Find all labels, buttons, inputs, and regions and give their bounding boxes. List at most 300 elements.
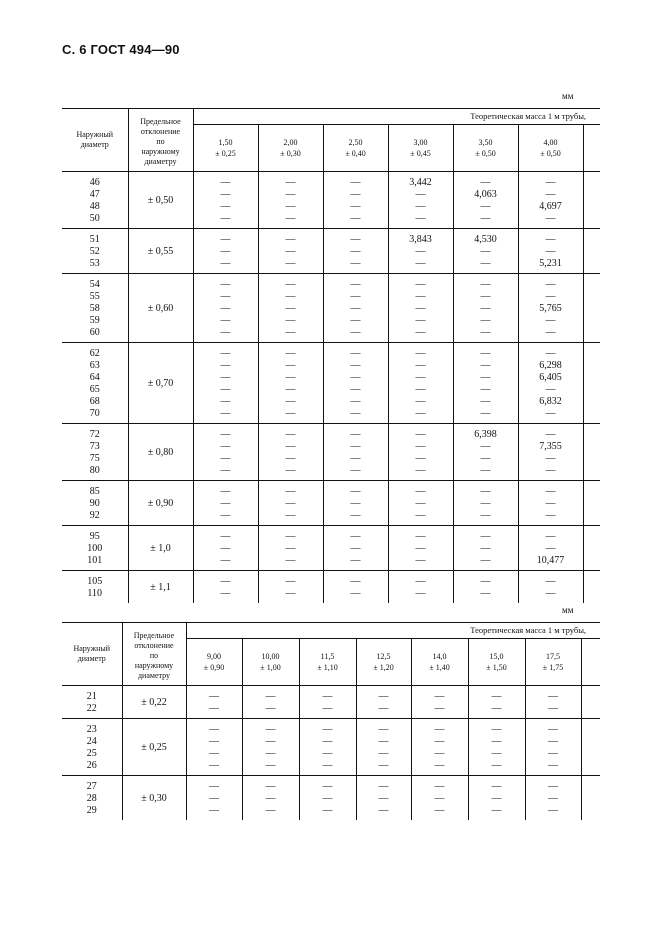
deviation-cell: ± 0,60 xyxy=(128,274,193,343)
mass-cell xyxy=(258,481,323,526)
mass-value: 3,843 xyxy=(409,234,432,245)
wall-thickness-tolerance: ± 1,75 xyxy=(542,662,564,672)
mass-value: — xyxy=(220,258,231,269)
mass-value: — xyxy=(285,189,296,200)
deviation-cell: ± 0,70 xyxy=(128,343,193,424)
mass-cell xyxy=(411,686,468,719)
mass-value: — xyxy=(480,258,491,269)
mass-value: — xyxy=(415,441,426,452)
mass-value: — xyxy=(350,327,361,338)
wall-thickness-tolerance: ± 0,45 xyxy=(410,148,431,158)
mass-value: — xyxy=(350,372,361,383)
outer-diameter-value: 53 xyxy=(89,258,100,269)
mass-table-1 xyxy=(62,108,600,603)
mass-value: — xyxy=(545,246,556,257)
mass-value: — xyxy=(548,793,558,804)
mass-value: — xyxy=(480,465,491,476)
outer-diameter-cell xyxy=(62,526,128,571)
mass-value: — xyxy=(285,588,296,599)
mass-value: — xyxy=(548,748,558,759)
mass-value: — xyxy=(545,189,556,200)
mass-value: — xyxy=(285,234,296,245)
mass-value: — xyxy=(285,372,296,383)
blank-header-cell xyxy=(581,638,600,685)
mass-cell xyxy=(193,526,258,571)
blank-cell xyxy=(581,776,600,821)
mass-value: — xyxy=(548,760,558,771)
wall-thickness-header xyxy=(242,638,299,685)
mass-value: — xyxy=(350,279,361,290)
mass-value: — xyxy=(220,498,231,509)
mass-cell xyxy=(242,719,299,776)
wall-thickness-header xyxy=(525,638,581,685)
outer-diameter-value: 68 xyxy=(89,396,100,407)
mass-value: — xyxy=(209,805,219,816)
mass-cell xyxy=(193,343,258,424)
table-row-group xyxy=(62,172,600,229)
mass-value: — xyxy=(350,348,361,359)
mass-value: — xyxy=(285,348,296,359)
outer-diameter-value: 24 xyxy=(86,736,97,747)
mass-value: — xyxy=(350,201,361,212)
mass-value: — xyxy=(350,510,361,521)
mass-cell xyxy=(299,719,356,776)
mass-cell xyxy=(468,776,525,821)
mass-value: — xyxy=(415,279,426,290)
outer-diameter-value: 50 xyxy=(89,213,100,224)
mass-value: — xyxy=(415,372,426,383)
mass-value: — xyxy=(322,748,333,759)
mass-cell xyxy=(323,526,388,571)
mass-value: — xyxy=(285,291,296,302)
mass-value: — xyxy=(545,486,556,497)
mass-value: — xyxy=(415,588,426,599)
mass-value: — xyxy=(220,486,231,497)
blank-cell xyxy=(583,343,600,424)
page-header: С. 6 ГОСТ 494—90 xyxy=(62,42,180,57)
outer-diameter-cell xyxy=(62,343,128,424)
wall-thickness-tolerance: ± 1,40 xyxy=(429,662,450,672)
mass-value: — xyxy=(350,588,361,599)
table-row-group xyxy=(62,424,600,481)
mass-value: — xyxy=(378,793,389,804)
outer-diameter-value: 105 xyxy=(87,576,103,587)
mass-value: — xyxy=(220,576,231,587)
mass-value: — xyxy=(220,234,231,245)
mass-value: — xyxy=(545,348,556,359)
mass-value: — xyxy=(545,543,556,554)
mass-value: — xyxy=(378,736,389,747)
mass-value: — xyxy=(350,465,361,476)
mass-value: — xyxy=(415,555,426,566)
mass-cell xyxy=(258,229,323,274)
outer-diameter-value: 73 xyxy=(89,441,100,452)
outer-diameter-value: 29 xyxy=(86,805,97,816)
mass-value: — xyxy=(220,441,231,452)
mass-value: — xyxy=(350,486,361,497)
mass-value: — xyxy=(545,213,556,224)
outer-diameter-value: 85 xyxy=(89,486,100,497)
mass-value: — xyxy=(220,384,231,395)
mass-value: — xyxy=(480,303,491,314)
mass-value: — xyxy=(378,724,389,735)
mass-value: — xyxy=(415,498,426,509)
mass-value: — xyxy=(285,384,296,395)
mass-value: — xyxy=(415,348,426,359)
mass-value: — xyxy=(378,703,389,714)
mass-value: — xyxy=(285,213,296,224)
mass-value: — xyxy=(265,748,276,759)
mass-value: — xyxy=(285,441,296,452)
outer-diameter-value: 21 xyxy=(86,691,97,702)
mass-value: — xyxy=(548,724,558,735)
mass-cell xyxy=(388,571,453,604)
table-row-group xyxy=(62,343,600,424)
mass-value: — xyxy=(415,315,426,326)
mass-value: — xyxy=(378,781,389,792)
header-outer-diameter: Наружный диаметр xyxy=(62,623,122,686)
wall-thickness-header xyxy=(186,638,242,685)
wall-thickness-header xyxy=(356,638,411,685)
mass-value: — xyxy=(434,736,445,747)
outer-diameter-value: 55 xyxy=(89,291,100,302)
outer-diameter-cell xyxy=(62,481,128,526)
header-mass-title: Теоретическая масса 1 м трубы, xyxy=(193,109,600,125)
mass-value: — xyxy=(350,258,361,269)
mass-value: — xyxy=(220,291,231,302)
outer-diameter-cell xyxy=(62,172,128,229)
mass-value: 4,530 xyxy=(474,234,497,245)
wall-thickness-value: 14,0 xyxy=(432,651,447,661)
mass-cell xyxy=(299,686,356,719)
outer-diameter-value: 27 xyxy=(86,781,97,792)
mass-value: — xyxy=(350,408,361,419)
outer-diameter-value: 72 xyxy=(89,429,100,440)
mass-value: — xyxy=(415,189,426,200)
mass-cell xyxy=(186,686,242,719)
blank-cell xyxy=(583,481,600,526)
outer-diameter-value: 52 xyxy=(89,246,100,257)
wall-thickness-tolerance: ± 0,50 xyxy=(540,148,561,158)
mass-cell xyxy=(193,229,258,274)
mass-value: — xyxy=(491,760,502,771)
mass-value: — xyxy=(322,781,333,792)
mass-value: 5,231 xyxy=(539,258,562,269)
outer-diameter-cell xyxy=(62,571,128,604)
mass-cell xyxy=(518,424,583,481)
outer-diameter-value: 28 xyxy=(86,793,97,804)
wall-thickness-tolerance: ± 1,10 xyxy=(317,662,338,672)
wall-thickness-tolerance: ± 1,00 xyxy=(260,662,281,672)
mass-value: — xyxy=(350,555,361,566)
deviation-cell: ± 0,30 xyxy=(122,776,186,821)
mass-value: — xyxy=(265,760,276,771)
outer-diameter-value: 54 xyxy=(89,279,100,290)
mass-value: — xyxy=(378,691,389,702)
mass-value: — xyxy=(545,531,556,542)
mass-value: — xyxy=(285,327,296,338)
mass-cell xyxy=(323,172,388,229)
mass-value: — xyxy=(480,360,491,371)
mass-value: — xyxy=(545,315,556,326)
mass-value: — xyxy=(209,760,219,771)
mass-value: 4,063 xyxy=(474,189,497,200)
blank-cell xyxy=(583,274,600,343)
outer-diameter-value: 46 xyxy=(89,177,100,188)
mass-cell xyxy=(258,526,323,571)
mass-value: — xyxy=(209,691,219,702)
mass-value: — xyxy=(480,348,491,359)
outer-diameter-value: 75 xyxy=(89,453,100,464)
wall-thickness-header xyxy=(258,124,323,171)
mass-cell xyxy=(186,719,242,776)
mass-value: — xyxy=(285,453,296,464)
mass-cell xyxy=(388,481,453,526)
mass-value: — xyxy=(415,291,426,302)
mass-value: — xyxy=(434,781,445,792)
wall-thickness-tolerance: ± 0,50 xyxy=(475,148,496,158)
mass-value: 6,398 xyxy=(474,429,497,440)
blank-cell xyxy=(581,686,600,719)
mass-value: — xyxy=(285,408,296,419)
mass-value: — xyxy=(350,498,361,509)
outer-diameter-cell xyxy=(62,686,122,719)
mass-value: — xyxy=(415,486,426,497)
mass-value: — xyxy=(548,805,558,816)
mass-value: — xyxy=(545,408,556,419)
mass-value: — xyxy=(322,703,333,714)
outer-diameter-value: 100 xyxy=(87,543,103,554)
mass-value: — xyxy=(350,441,361,452)
mass-value: 10,477 xyxy=(536,555,565,566)
outer-diameter-value: 25 xyxy=(86,748,97,759)
wall-thickness-header xyxy=(299,638,356,685)
mass-value: — xyxy=(491,793,502,804)
mass-value: — xyxy=(285,360,296,371)
deviation-cell: ± 0,22 xyxy=(122,686,186,719)
mass-value: — xyxy=(415,303,426,314)
wall-thickness-value: 9,00 xyxy=(207,651,221,661)
mass-value: 3,442 xyxy=(409,177,432,188)
table-row-group xyxy=(62,526,600,571)
mass-value: — xyxy=(220,189,231,200)
mass-value: — xyxy=(434,793,445,804)
table-row-group xyxy=(62,274,600,343)
mass-cell xyxy=(193,571,258,604)
mass-value: — xyxy=(491,781,502,792)
mass-value: — xyxy=(434,805,445,816)
mass-cell xyxy=(356,686,411,719)
mass-value: — xyxy=(350,453,361,464)
mass-value: 6,405 xyxy=(539,372,562,383)
mass-cell xyxy=(193,424,258,481)
mass-value: — xyxy=(322,691,333,702)
wall-thickness-value: 4,00 xyxy=(543,137,558,147)
mass-cell xyxy=(468,719,525,776)
mass-value: — xyxy=(545,291,556,302)
mass-value: — xyxy=(220,408,231,419)
mass-value: — xyxy=(415,246,426,257)
mass-value: — xyxy=(480,201,491,212)
mass-value: — xyxy=(434,691,445,702)
mass-value: — xyxy=(285,510,296,521)
mass-value: — xyxy=(545,576,556,587)
mass-cell xyxy=(242,686,299,719)
table1-unit: мм xyxy=(562,91,574,101)
mass-value: — xyxy=(285,177,296,188)
mass-value: — xyxy=(548,736,558,747)
outer-diameter-cell xyxy=(62,424,128,481)
header-mass-title: Теоретическая масса 1 м трубы, xyxy=(186,623,600,639)
wall-thickness-value: 11,5 xyxy=(320,651,335,661)
mass-value: — xyxy=(415,543,426,554)
mass-value: — xyxy=(415,531,426,542)
mass-value: — xyxy=(285,429,296,440)
mass-value: — xyxy=(480,531,491,542)
mass-value: — xyxy=(220,360,231,371)
mass-value: — xyxy=(480,576,491,587)
mass-value: — xyxy=(415,576,426,587)
mass-cell xyxy=(453,526,518,571)
mass-value: — xyxy=(220,510,231,521)
mass-value: — xyxy=(548,781,558,792)
mass-cell xyxy=(453,229,518,274)
header-deviation: Предельное отклонение по наружному диаметру xyxy=(128,109,193,172)
mass-cell xyxy=(258,571,323,604)
mass-value: — xyxy=(415,396,426,407)
outer-diameter-value: 58 xyxy=(89,303,100,314)
table-row-group xyxy=(62,719,600,776)
outer-diameter-cell xyxy=(62,274,128,343)
mass-value: — xyxy=(322,724,333,735)
mass-value: — xyxy=(545,177,556,188)
mass-value: — xyxy=(220,453,231,464)
header-outer-diameter: Наружный диаметр xyxy=(62,109,128,172)
mass-cell xyxy=(525,776,581,821)
table-row-group xyxy=(62,229,600,274)
mass-value: — xyxy=(350,246,361,257)
mass-value: — xyxy=(480,246,491,257)
mass-value: — xyxy=(545,279,556,290)
mass-cell xyxy=(258,424,323,481)
mass-value: — xyxy=(265,691,276,702)
mass-cell xyxy=(388,424,453,481)
mass-value: — xyxy=(415,258,426,269)
mass-cell xyxy=(323,229,388,274)
wall-thickness-header xyxy=(323,124,388,171)
mass-cell xyxy=(388,274,453,343)
mass-value: — xyxy=(378,760,389,771)
mass-cell xyxy=(323,424,388,481)
mass-value: — xyxy=(378,805,389,816)
mass-value: — xyxy=(209,781,219,792)
mass-value: — xyxy=(480,498,491,509)
mass-value: — xyxy=(350,531,361,542)
mass-value: — xyxy=(220,588,231,599)
mass-cell xyxy=(193,274,258,343)
outer-diameter-cell xyxy=(62,229,128,274)
table2-unit: мм xyxy=(562,605,574,615)
mass-cell xyxy=(258,343,323,424)
mass-value: — xyxy=(285,396,296,407)
mass-value: — xyxy=(220,213,231,224)
mass-cell xyxy=(323,481,388,526)
mass-value: — xyxy=(220,465,231,476)
mass-cell xyxy=(356,719,411,776)
mass-value: — xyxy=(480,279,491,290)
outer-diameter-value: 101 xyxy=(87,555,103,566)
deviation-cell: ± 0,90 xyxy=(128,481,193,526)
mass-cell xyxy=(388,526,453,571)
mass-value: — xyxy=(480,543,491,554)
table-row-group xyxy=(62,686,600,719)
outer-diameter-value: 110 xyxy=(87,588,103,599)
mass-value: — xyxy=(378,748,389,759)
mass-cell xyxy=(258,172,323,229)
outer-diameter-value: 63 xyxy=(89,360,100,371)
mass-cell xyxy=(518,343,583,424)
mass-value: — xyxy=(415,453,426,464)
mass-value: — xyxy=(545,234,556,245)
mass-cell xyxy=(258,274,323,343)
mass-value: — xyxy=(285,576,296,587)
table-row-group xyxy=(62,481,600,526)
mass-value: — xyxy=(480,327,491,338)
mass-value: — xyxy=(415,510,426,521)
mass-value: — xyxy=(480,372,491,383)
wall-thickness-value: 1,50 xyxy=(218,137,233,147)
wall-thickness-tolerance: ± 1,20 xyxy=(373,662,394,672)
outer-diameter-value: 65 xyxy=(89,384,100,395)
mass-value: — xyxy=(350,189,361,200)
mass-value: — xyxy=(220,372,231,383)
mass-value: — xyxy=(415,429,426,440)
mass-value: — xyxy=(480,441,491,452)
mass-value: — xyxy=(350,213,361,224)
mass-value: — xyxy=(350,360,361,371)
mass-cell xyxy=(525,686,581,719)
mass-value: — xyxy=(265,781,276,792)
mass-value: — xyxy=(415,213,426,224)
mass-cell xyxy=(299,776,356,821)
mass-value: — xyxy=(545,327,556,338)
mass-cell xyxy=(411,776,468,821)
mass-value: — xyxy=(322,805,333,816)
mass-value: — xyxy=(545,588,556,599)
mass-value: — xyxy=(415,465,426,476)
outer-diameter-value: 47 xyxy=(89,189,100,200)
mass-value: — xyxy=(480,486,491,497)
mass-value: — xyxy=(491,748,502,759)
mass-value: — xyxy=(285,555,296,566)
outer-diameter-value: 90 xyxy=(89,498,100,509)
wall-thickness-tolerance: ± 0,90 xyxy=(203,662,225,672)
blank-header-cell xyxy=(583,124,600,171)
wall-thickness-header xyxy=(468,638,525,685)
mass-value: — xyxy=(209,724,219,735)
mass-cell xyxy=(388,343,453,424)
wall-thickness-value: 2,00 xyxy=(283,137,298,147)
mass-value: — xyxy=(545,384,556,395)
mass-value: — xyxy=(545,510,556,521)
mass-value: — xyxy=(285,201,296,212)
mass-value: — xyxy=(265,805,276,816)
deviation-cell: ± 0,55 xyxy=(128,229,193,274)
header-deviation: Предельное отклонение по наружному диаметру xyxy=(122,623,186,686)
mass-value: — xyxy=(480,315,491,326)
mass-value: — xyxy=(322,736,333,747)
mass-value: — xyxy=(285,531,296,542)
